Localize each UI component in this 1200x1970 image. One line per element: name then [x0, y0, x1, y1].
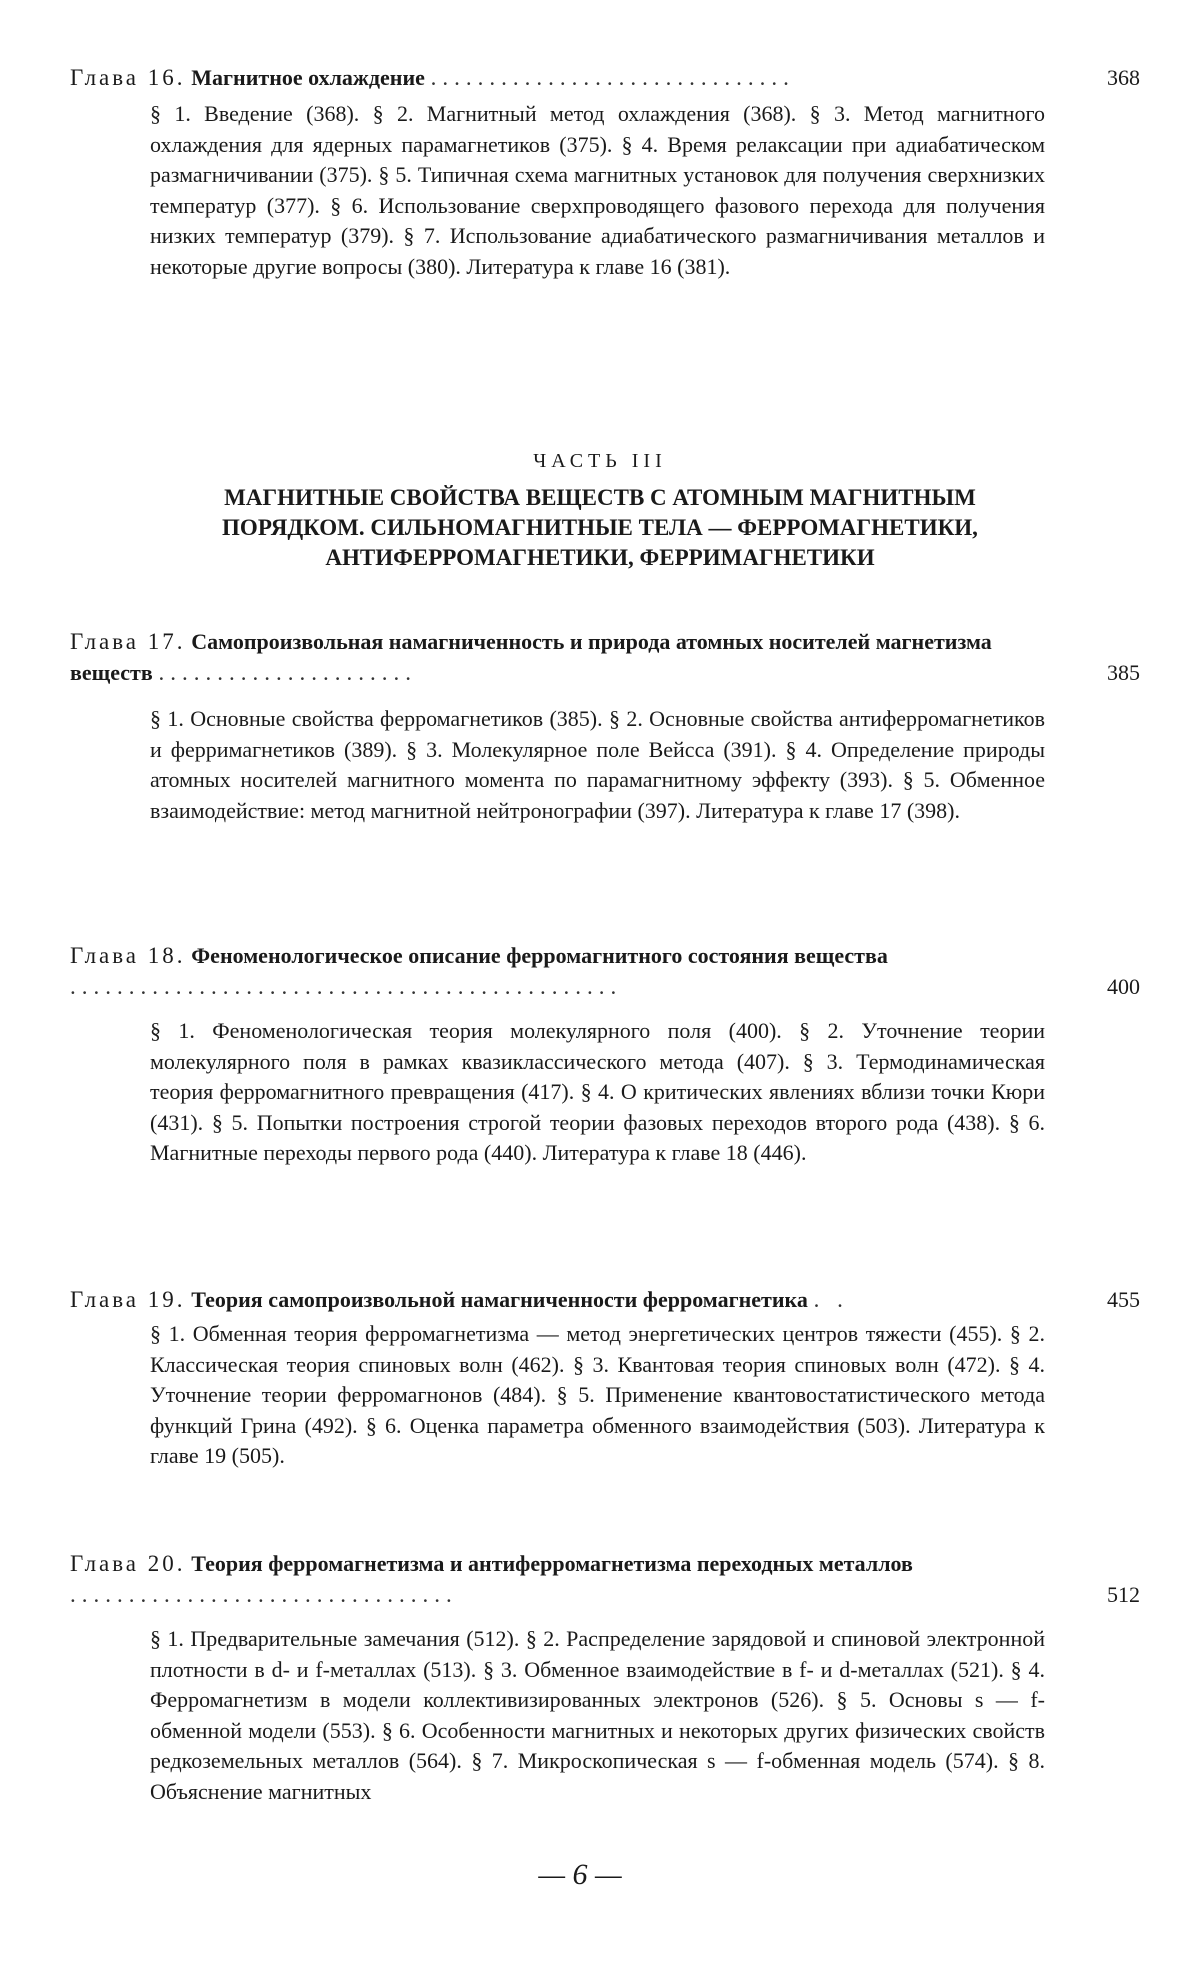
- chapter-title: Феноменологическое описание ферромагнитного состояния вещества: [191, 943, 888, 968]
- leader-dots: ...............................: [431, 65, 795, 90]
- chapter-17: [70, 626, 1140, 826]
- chapter-18: [70, 940, 1140, 1169]
- chapter-label: Глава 20.: [70, 1551, 186, 1576]
- chapter-page-number: 455: [1107, 1284, 1140, 1315]
- chapter-label: Глава 18.: [70, 943, 186, 968]
- chapter-title: Магнитное охлаждение: [191, 65, 425, 90]
- leader-dots: ......................: [158, 660, 417, 685]
- chapter-contents: § 1. Феноменологическая теория молекулярного поля (400). § 2. Уточнение теории молекулярного поля в рамках квазиклассического метода (407). § 3. Термодинамическая теория ферромагнитного превращения (417). § 4. О критических явлениях вблизи точки Кюри (431). § 5. Попытки построения строгой теории фазовых переходов второго рода (438). § 6. Магнитные переходы первого рода (440). Литература к главе 18 (446).: [150, 1016, 1045, 1169]
- chapter-contents: § 1. Введение (368). § 2. Магнитный метод охлаждения (368). § 3. Метод магнитного охлаждения для ядерных парамагнетиков (375). § 4. Время релаксации при адиабатическом размагничивании (375). § 5. Типичная схема магнитных установок для получения сверхнизких температур (377). § 6. Использование сверхпроводящего фазового перехода для получения низких температур (379). § 7. Использование адиабатического размагничивания металлов и некоторые другие вопросы (380). Литература к главе 16 (381).: [150, 99, 1045, 282]
- chapter-contents: § 1. Обменная теория ферромагнетизма — метод энергетических центров тяжести (455). § 2. Классическая теория спиновых волн (462). § 3. Квантовая теория спиновых волн (472). § 4. Уточнение теории ферромагнонов (484). § 5. Применение квантовостатистического метода функций Грина (492). § 6. Оценка параметра обменного взаимодействия (503). Литература к главе 19 (505).: [150, 1319, 1045, 1472]
- chapter-page-number: 385: [1107, 657, 1140, 688]
- leader-dots: .................................: [70, 1582, 458, 1607]
- chapter-title: Теория ферромагнетизма и антиферромагнетизма переходных металлов: [191, 1551, 913, 1576]
- chapter-page-number: 400: [1107, 971, 1140, 1002]
- chapter-label: Глава 19.: [70, 1287, 186, 1312]
- part-title: МАГНИТНЫЕ СВОЙСТВА ВЕЩЕСТВ С АТОМНЫМ МАГНИТНЫМ ПОРЯДКОМ. СИЛЬНОМАГНИТНЫЕ ТЕЛА — ФЕРРОМАГНЕТИКИ, АНТИФЕРРОМАГНЕТИКИ, ФЕРРИМАГНЕТИКИ: [160, 483, 1040, 573]
- chapter-contents: § 1. Основные свойства ферромагнетиков (385). § 2. Основные свойства антиферромагнетиков и ферримагнетиков (389). § 3. Молекулярное поле Вейсса (391). § 4. Определение природы атомных носителей магнитного момента по парамагнитному эффекту (393). § 5. Обменное взаимодействие: метод магнитной нейтронографии (397). Литература к главе 17 (398).: [150, 704, 1045, 826]
- chapter-page-number: 512: [1107, 1579, 1140, 1610]
- leader-dots: ...............................................: [70, 974, 622, 999]
- chapter-label: Глава 17.: [70, 629, 186, 654]
- chapter-title: Теория самопроизвольной намагниченности ферромагнетика: [191, 1287, 808, 1312]
- chapter-contents: § 1. Предварительные замечания (512). § 2. Распределение зарядовой и спиновой электронной плотности в d- и f-металлах (513). § 3. Обменное взаимодействие в f- и d-металлах (521). § 4. Ферромагнетизм в модели коллективизированных электронов (526). § 5. Основы s — f-обменной модели (553). § 6. Особенности магнитных и некоторых других физических свойств редкоземельных металлов (564). § 7. Микроскопическая s — f-обменная модель (574). § 8. Объяснение магнитных: [150, 1624, 1045, 1807]
- chapter-heading: [70, 1548, 1140, 1610]
- chapter-page-number: 368: [1107, 62, 1140, 93]
- toc-page: [0, 0, 1200, 1970]
- chapter-heading: [70, 626, 1140, 688]
- chapter-heading: [70, 940, 1140, 1002]
- chapter-16: [70, 62, 1140, 282]
- part-label: ЧАСТЬ III: [160, 450, 1040, 473]
- chapter-20: [70, 1548, 1140, 1807]
- leader-dots: . .: [814, 1287, 849, 1312]
- chapter-heading: [70, 62, 1140, 93]
- chapter-title: Самопроизвольная намагниченность и природа атомных носителей магнетизма веществ: [70, 629, 992, 685]
- page-number: — 6 —: [520, 1858, 640, 1892]
- part-heading: [160, 450, 1040, 573]
- chapter-heading: [70, 1284, 1140, 1315]
- chapter-label: Глава 16.: [70, 65, 186, 90]
- chapter-19: [70, 1284, 1140, 1472]
